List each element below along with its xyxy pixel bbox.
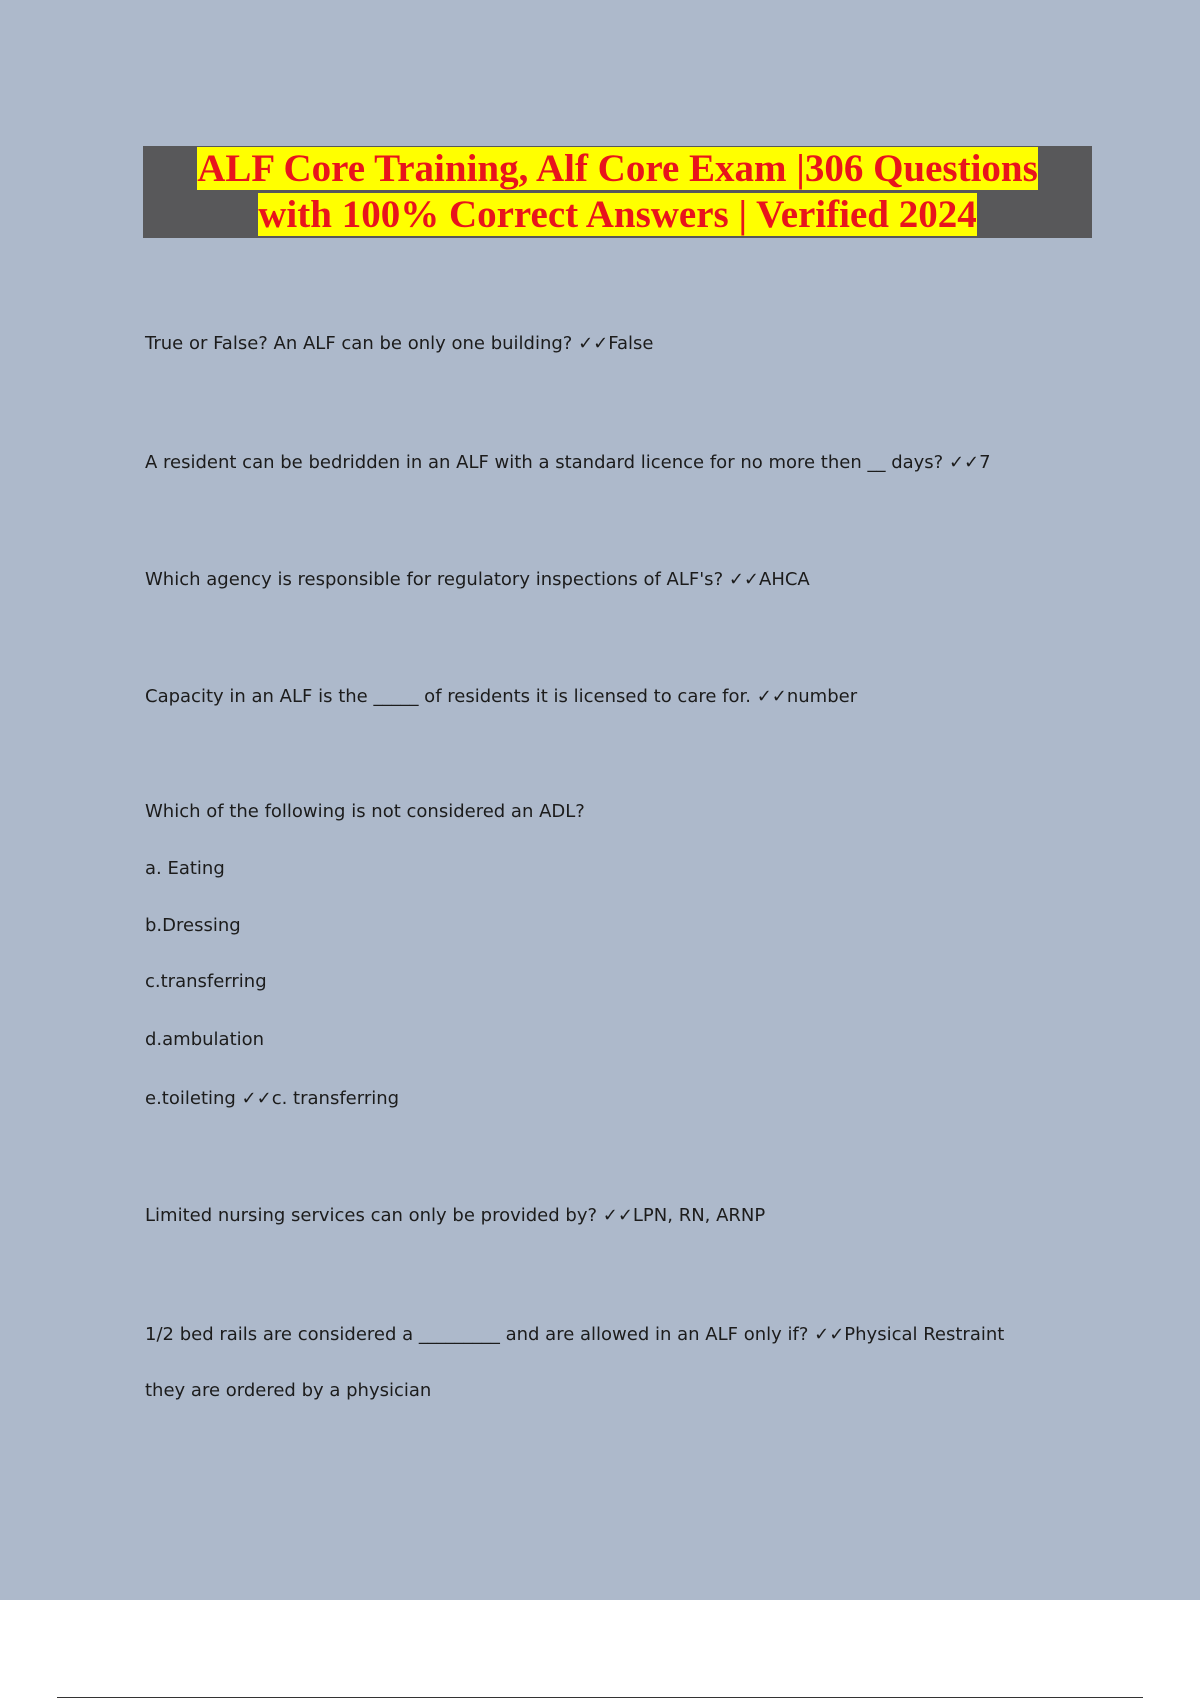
question-text: A resident can be bedridden in an ALF with a standard licence for no more then __ days? ✓✓7 [145, 452, 991, 473]
document-title [143, 146, 1092, 238]
question-text: Limited nursing services can only be provided by? ✓✓LPN, RN, ARNP [145, 1205, 766, 1226]
answer-option: e.toileting ✓✓c. transferring [145, 1088, 400, 1109]
question-text: Which agency is responsible for regulatory inspections of ALF's? ✓✓AHCA [145, 569, 810, 590]
answer-option: c.transferring [145, 971, 267, 992]
question-text: 1/2 bed rails are considered a _________ and are allowed in an ALF only if? ✓✓Physical Restraint [145, 1324, 1005, 1345]
footer-divider [57, 1697, 1143, 1698]
question-text: Which of the following is not considered an ADL? [145, 801, 585, 822]
question-text: True or False? An ALF can be only one building? ✓✓False [145, 333, 654, 354]
question-text: they are ordered by a physician [145, 1380, 432, 1401]
question-text: Capacity in an ALF is the _____ of residents it is licensed to care for. ✓✓number [145, 686, 858, 707]
answer-option: d.ambulation [145, 1029, 265, 1050]
title-line-1: ALF Core Training, Alf Core Exam |306 Questions [197, 147, 1038, 190]
title-line-2: with 100% Correct Answers | Verified 2024 [258, 193, 977, 236]
answer-option: b.Dressing [145, 915, 241, 936]
answer-option: a. Eating [145, 858, 225, 879]
